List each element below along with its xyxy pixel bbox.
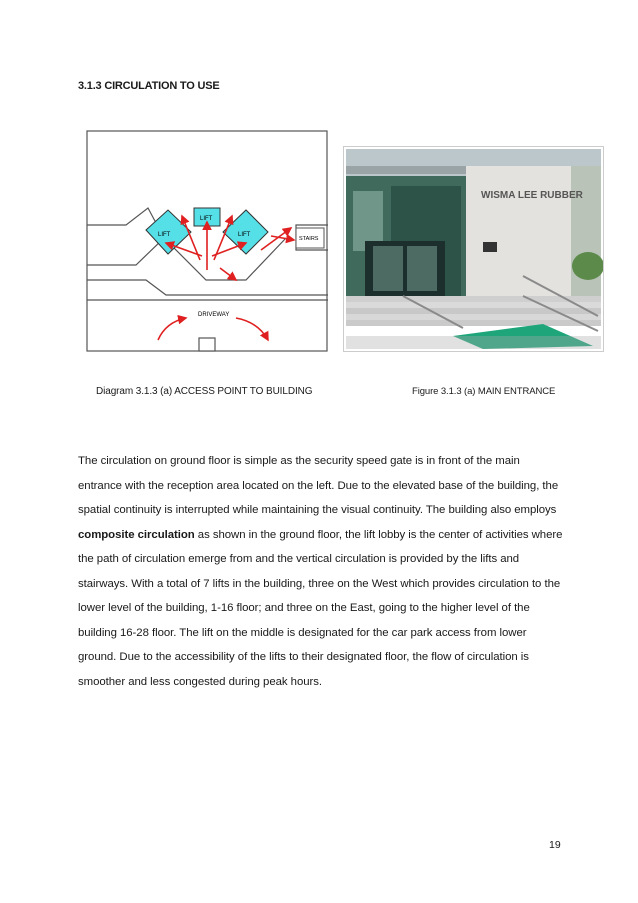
body-text-part2: as shown in the ground floor, the lift lobby is the center of activities where the path of circulation emerge from and the vertical circulation is provided by the lifts and stairways. With a total of 7 lifts in the building, three on the West which provides circulation to the lower level of the building, 1-16 floor; and three on the East, going to the higher level of the building 16-28 floor. The lift on the middle is designated for the car park access from lower ground. Due to the accessibility of the lifts to their designated floor, the flow of circulation is smoother and less congested during peak hours. bbox=[78, 528, 563, 688]
stairs-label: STAIRS bbox=[299, 236, 319, 242]
building-sign: WISMA LEE RUBBER bbox=[481, 190, 583, 201]
lift-right-label: LIFT bbox=[238, 232, 251, 238]
emphasis-composite-circulation: composite circulation bbox=[78, 528, 195, 541]
gate-box bbox=[199, 338, 215, 351]
driveway-edge-top bbox=[87, 280, 328, 295]
diagram-caption: Diagram 3.1.3 (a) ACCESS POINT TO BUILDING bbox=[96, 386, 313, 397]
lift-left-label: LIFT bbox=[158, 232, 171, 238]
section-heading: 3.1.3 CIRCULATION TO USE bbox=[78, 80, 220, 92]
lift-center-label: LIFT bbox=[200, 216, 213, 222]
access-point-diagram bbox=[86, 130, 328, 352]
main-entrance-photo bbox=[343, 146, 604, 352]
body-text-part1: The circulation on ground floor is simple as the security speed gate is in front of the main entrance with the reception area located on the left. Due to the elevated base of the building, the spatial continuity is interrupted while maintaining the visual continuity. The building also employs bbox=[78, 455, 559, 516]
body-paragraph bbox=[78, 449, 566, 694]
driveway-label: DRIVEWAY bbox=[198, 312, 230, 318]
page-number: 19 bbox=[549, 839, 561, 851]
photo-caption: Figure 3.1.3 (a) MAIN ENTRANCE bbox=[412, 386, 556, 397]
